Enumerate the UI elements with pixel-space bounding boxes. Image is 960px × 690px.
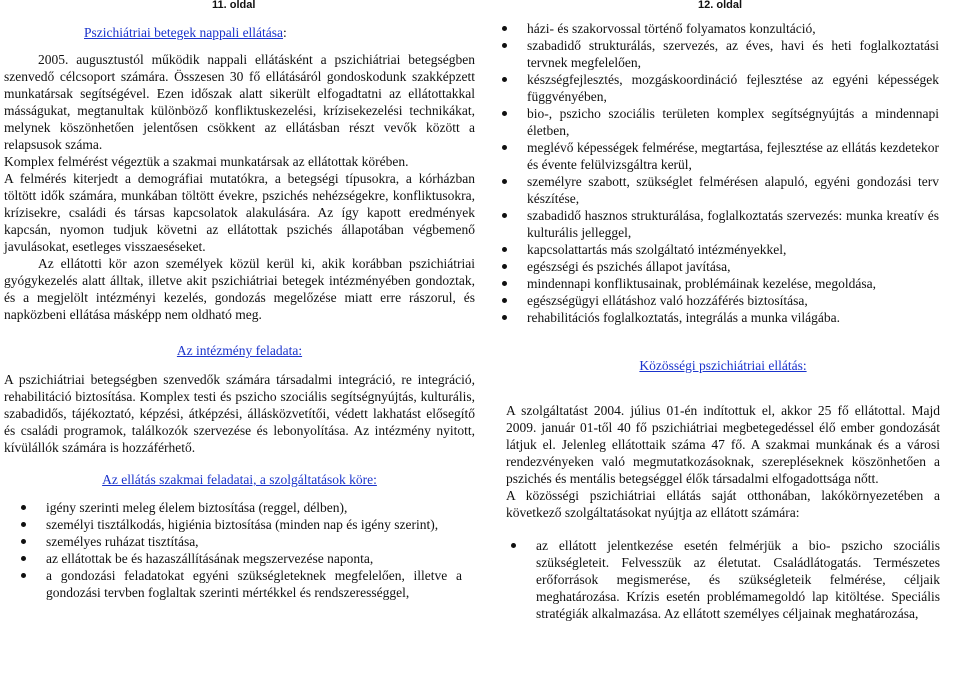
bullet-icon — [502, 111, 507, 116]
bullet-icon — [511, 543, 516, 548]
task-heading: Az intézmény feladata: — [176, 343, 303, 358]
bullet-icon — [502, 145, 507, 150]
list-item: kapcsolattartás más szolgáltató intézményekkel, — [527, 241, 939, 258]
bullet-icon — [502, 77, 507, 82]
survey-paragraph: Komplex felmérést végeztük a szakmai munkatársak az ellátottak körében. — [4, 154, 409, 169]
list-item: készségfejlesztés, mozgáskoordináció fejlesztése az egyéni képességek függvényében, — [527, 71, 939, 105]
bullet-icon — [502, 281, 507, 286]
list-item: a gondozási feladatokat egyéni szükségleteknek megfelelően, illetve a gondozási tervben foglaltak szerinti mértékkel és rendszerességgel, — [46, 567, 462, 601]
list-item: egészségügyi ellátáshoz való hozzáférés biztosítása, — [527, 292, 939, 309]
day-care-heading — [84, 24, 475, 41]
bullet-icon — [502, 298, 507, 303]
list-item: igény szerinti meleg élelem biztosítása (reggel, délben), — [46, 499, 462, 516]
list-item: mindennapi konfliktusainak, problémáinak kezelése, megoldása, — [527, 275, 939, 292]
bullet-icon — [502, 26, 507, 31]
community-services-intro: A közösségi pszichiátriai ellátás saját otthonában, lakókörnyezetében a következő szolgáltatásokat nyújtja az ellátott számára: — [506, 488, 940, 520]
bullet-icon — [502, 247, 507, 252]
bullet-icon — [502, 213, 507, 218]
services-list — [46, 499, 462, 601]
day-care-heading-colon: : — [283, 25, 287, 40]
list-item: szabadidő strukturálás, szervezés, az éves, havi és heti foglalkoztatási tervnek megfelelően, — [527, 37, 939, 71]
list-item: személyre szabott, szükséglet felmérésen alapuló, egyéni gondozási terv készítése, — [527, 173, 939, 207]
list-item: az ellátott jelentkezése esetén felmérjük a bio- pszicho szociális szükségleteit. Felvesszük az életutat. Családlátogatás. Természetes erőforrások megismerése, és szükségleteik felmérése, céljaik meghatározása. Krízis esetén problémamegoldó lap kitöltése. Speciális stratégiák alkalmazása. Az ellátott személyes céljainak meghatározása, — [536, 537, 940, 622]
target-group-paragraph: Az ellátotti kör azon személyek közül kerül ki, akik korábban pszichiátriai gyógykezelés alatt álltak, illetve akit pszichiátriai betegek intézményében gondoztak, és a megjelölt intézményi kezelés, gondozás megelőzése miatt erre rászorul, és napközbeni ellátása másképp nem oldható meg. — [4, 256, 475, 322]
bullet-icon — [21, 573, 26, 578]
list-item: személyi tisztálkodás, higiénia biztosítása (minden nap és igény szerint), — [46, 516, 462, 533]
list-item: rehabilitációs foglalkoztatás, integrálás a munka világába. — [527, 309, 939, 326]
day-care-intro: 2005. augusztustól működik nappali ellátásként a pszichiátriai betegségben szenvedő célcsoport számára. Összesen 30 fő ellátásáról gondoskodunk szakképzett munkatársak segítségével. Ezen időszak alatt sikerült elfogadtatni az ellátottakkal másságukat, megtanultak különböző konfliktuskezelési, krízisekezelési technikákat, melynek köszönhetően jelentősen csökkent az ellátásban részt vevők között a relapsusok száma. — [4, 52, 475, 152]
list-item: meglévő képességek felmérése, megtartása, fejlesztése az ellátás kezdetekor és évente felülvizsgáltra kerül, — [527, 139, 939, 173]
day-care-heading-text: Pszichiátriai betegek nappali ellátása — [84, 25, 284, 40]
list-item: házi- és szakorvossal történő folyamatos konzultáció, — [527, 20, 939, 37]
task-paragraph: A pszichiátriai betegségben szenvedők számára társadalmi integráció, re integráció, rehabilitáció biztosítása. Komplex testi és pszicho szociális segítségnyújtás, kulturális, szabadidős, tájékoztató, képzési, átképzési, állásközvetítői, védett lakhatást elősegítő és családi programok, találkozók szervezése és lebonyolítása. Az intézmény nyitott, kívülállók számára is hozzáférhető. — [4, 372, 475, 455]
bullet-icon — [21, 522, 26, 527]
page-number: 12. oldal — [698, 0, 743, 11]
community-services-list — [536, 537, 940, 622]
community-paragraph: A szolgáltatást 2004. július 01-én indítottuk el, akkor 25 fő ellátottal. Majd 2009. január 01-től 40 fő pszichiátriai megbetegedéssel élő ember gondozását látjuk el. Jelenleg ellátottaik száma 47 fő. A szakmai munkának és a városi rendezvényeken való megmutatkozásoknak, szerepléseknek köszönhetően a pszichés és mentális betegséggel élők társadalmi elfogadottsága nőtt. — [506, 403, 940, 486]
list-item: szabadidő hasznos strukturálása, foglalkoztatás szervezés: munka kreatív és kulturális jelleggel, — [527, 207, 939, 241]
list-item: egészségi és pszichés állapot javítása, — [527, 258, 939, 275]
left-column — [4, 24, 475, 601]
community-heading: Közösségi pszichiátriai ellátás: — [639, 358, 807, 373]
bullet-icon — [502, 43, 507, 48]
list-item: személyes ruházat tisztítása, — [46, 533, 462, 550]
bullet-icon — [502, 315, 507, 320]
page-number: 11. oldal — [212, 0, 256, 11]
services-list-continued — [527, 20, 939, 326]
bullet-icon — [21, 539, 26, 544]
bullet-icon — [502, 264, 507, 269]
bullet-icon — [502, 179, 507, 184]
right-column — [506, 20, 940, 622]
list-item: az ellátottak be és hazaszállításának megszervezése naponta, — [46, 550, 462, 567]
list-item: bio-, pszicho szociális területen komplex segítségnyújtás a mindennapi életben, — [527, 105, 939, 139]
survey-details: A felmérés kiterjedt a demográfiai mutatókra, a betegségi típusokra, a kórházban töltött idők számára, munkában töltött évekre, pszichés nehézségekre, konfliktusokra, krízisekre, családi és társas kapcsolatok alakulására. Az így kapott eredmények kapcsán, nyomon tudjuk követni az ellátottak pszichés állapotában végbemenő javulásokat, esetleges visszaeséseket. — [4, 171, 475, 254]
bullet-icon — [21, 556, 26, 561]
services-heading: Az ellátás szakmai feladatai, a szolgáltatások köre: — [102, 472, 377, 487]
right-page — [480, 0, 960, 690]
bullet-icon — [21, 505, 26, 510]
